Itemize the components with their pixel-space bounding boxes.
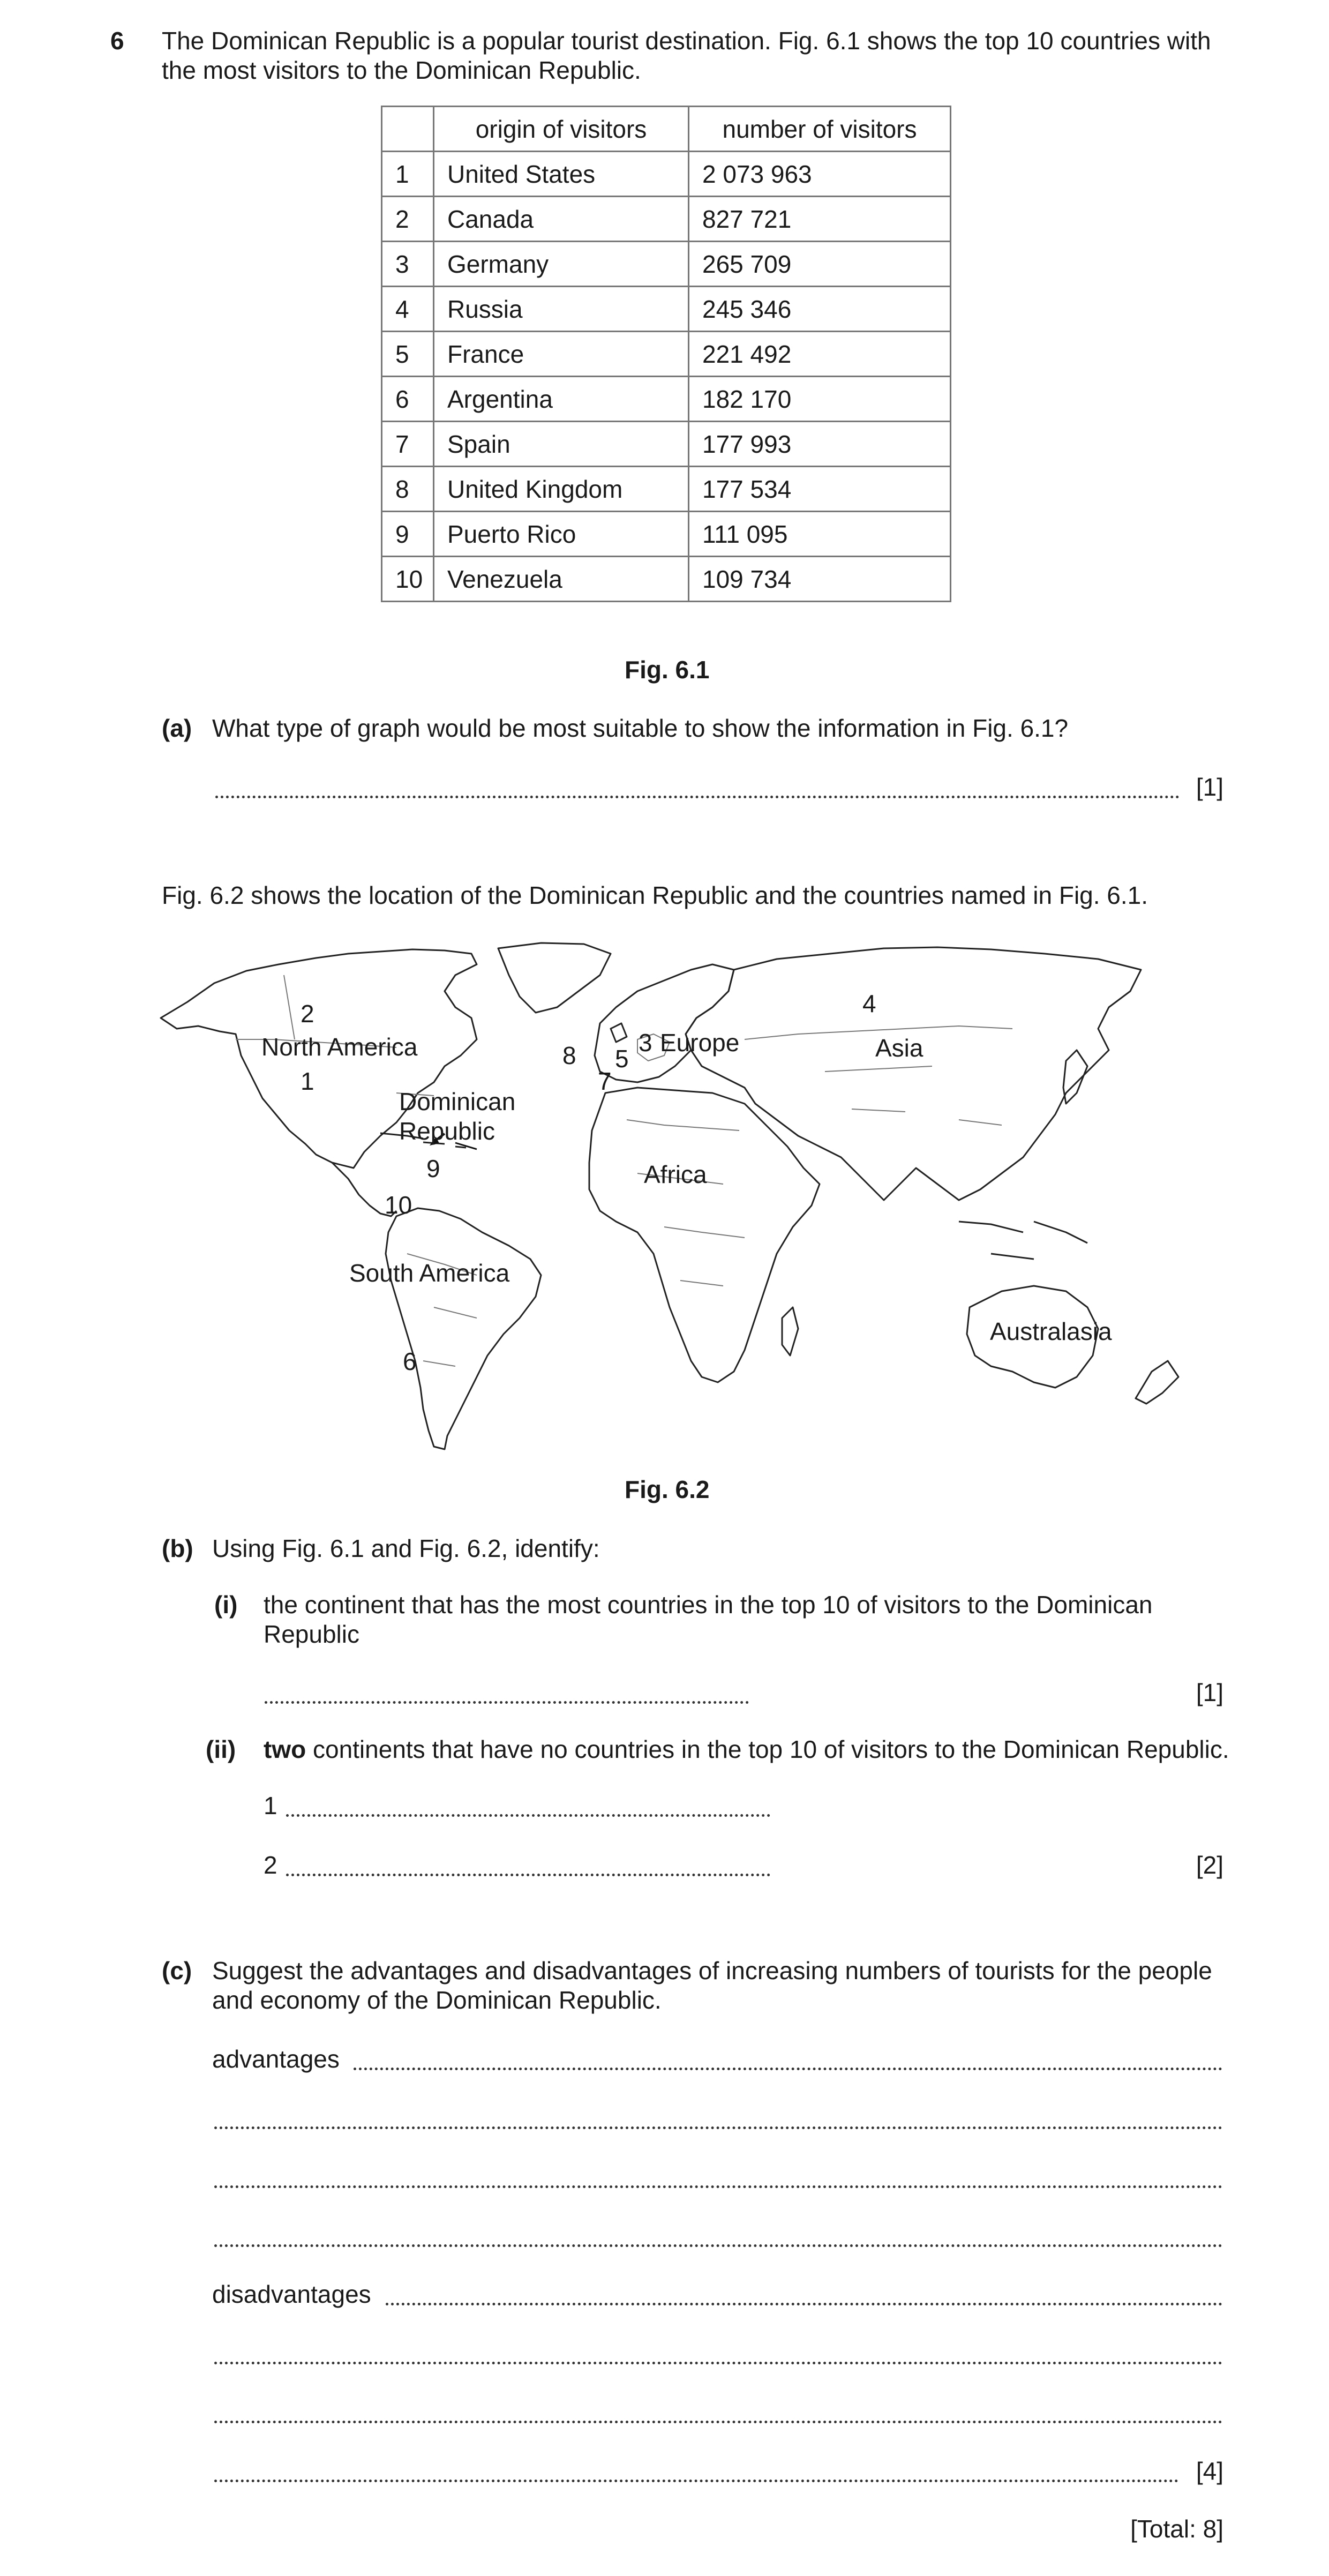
part-b-ii-answer-line2[interactable] — [286, 1874, 770, 1876]
rank-cell: 5 — [382, 332, 434, 377]
map-label-2: 2 — [301, 1000, 314, 1028]
rank-cell: 3 — [382, 242, 434, 287]
part-b-i-text-line2: Republic — [264, 1620, 359, 1648]
table-header-number: number of visitors — [689, 107, 951, 152]
part-b-stem: Using Fig. 6.1 and Fig. 6.2, identify: — [212, 1534, 600, 1562]
map-label-9: 9 — [426, 1155, 440, 1182]
map-label-south-america: South America — [349, 1259, 510, 1287]
part-b-ii-line1-number: 1 — [264, 1792, 277, 1819]
map-label-3: 3 — [639, 1029, 652, 1057]
fig-6-1-caption: Fig. 6.1 — [625, 656, 710, 684]
disadvantages-line3[interactable] — [214, 2421, 1222, 2423]
part-b-ii-answer-line1[interactable] — [286, 1814, 770, 1817]
visitors-cell: 221 492 — [689, 332, 951, 377]
part-b-i-text-line1: the continent that has the most countries in the top 10 of visitors to the Dominican — [264, 1591, 1153, 1619]
advantages-line4[interactable] — [214, 2244, 1222, 2247]
table-header-origin: origin of visitors — [434, 107, 689, 152]
se-asia-islands — [959, 1222, 1087, 1259]
visitors-cell: 177 534 — [689, 467, 951, 512]
part-a-mark: [1] — [1196, 773, 1223, 801]
country-cell: Russia — [434, 287, 689, 332]
country-cell: France — [434, 332, 689, 377]
rank-cell: 2 — [382, 197, 434, 242]
map-label-1: 1 — [301, 1067, 314, 1095]
country-cell: Canada — [434, 197, 689, 242]
rank-cell: 9 — [382, 512, 434, 557]
visitors-cell: 109 734 — [689, 557, 951, 602]
country-cell: Spain — [434, 422, 689, 467]
part-b-i-answer-line[interactable] — [265, 1701, 749, 1704]
map-label-7: 7 — [598, 1067, 612, 1095]
map-label-4: 4 — [862, 990, 876, 1017]
map-intro: Fig. 6.2 shows the location of the Dominican Republic and the countries named in Fig. 6.1. — [162, 881, 1148, 909]
visitors-cell: 245 346 — [689, 287, 951, 332]
part-b-ii-mark: [2] — [1196, 1851, 1223, 1879]
table-header-row — [382, 107, 951, 152]
country-cell: United States — [434, 152, 689, 197]
disadvantages-line2[interactable] — [214, 2362, 1222, 2364]
visitors-table — [381, 106, 951, 602]
south-america-outline — [386, 1208, 541, 1449]
table-row — [382, 512, 951, 557]
rank-cell: 4 — [382, 287, 434, 332]
disadvantages-label: disadvantages — [212, 2280, 371, 2308]
visitors-cell: 827 721 — [689, 197, 951, 242]
part-b-ii-rest: continents that have no countries in the top 10 of visitors to the Dominican Republic. — [306, 1735, 1229, 1763]
visitors-cell: 265 709 — [689, 242, 951, 287]
table-row — [382, 332, 951, 377]
part-b-i-mark: [1] — [1196, 1679, 1223, 1706]
greenland-outline — [498, 943, 611, 1013]
rank-cell: 6 — [382, 377, 434, 422]
part-c-question-line1: Suggest the advantages and disadvantages of increasing numbers of tourists for the people — [212, 1957, 1212, 1985]
visitors-cell: 182 170 — [689, 377, 951, 422]
part-b-ii-label: (ii) — [206, 1735, 236, 1763]
table-row — [382, 242, 951, 287]
disadvantages-line1[interactable] — [386, 2303, 1222, 2305]
advantages-label: advantages — [212, 2045, 340, 2073]
part-a-question: What type of graph would be most suitable to show the information in Fig. 6.1? — [212, 714, 1069, 742]
fig-6-2-caption: Fig. 6.2 — [625, 1476, 710, 1503]
visitors-cell: 177 993 — [689, 422, 951, 467]
visitors-cell: 2 073 963 — [689, 152, 951, 197]
map-label-australasia: Australasia — [990, 1317, 1112, 1345]
part-a-answer-line[interactable] — [215, 796, 1180, 798]
madagascar-outline — [782, 1307, 798, 1356]
advantages-line2[interactable] — [214, 2126, 1222, 2129]
total-mark: [Total: 8] — [1130, 2515, 1223, 2543]
map-label-5: 5 — [615, 1045, 629, 1073]
part-c-question-line2: and economy of the Dominican Republic. — [212, 1986, 662, 2014]
country-cell: Argentina — [434, 377, 689, 422]
map-label-north-america: North America — [261, 1033, 418, 1061]
question-number: 6 — [110, 27, 124, 55]
africa-outline — [589, 1088, 820, 1382]
advantages-line3[interactable] — [214, 2185, 1222, 2188]
map-label-europe: Europe — [660, 1029, 740, 1057]
asia-outline — [686, 947, 1141, 1200]
country-cell: Puerto Rico — [434, 512, 689, 557]
rank-cell: 7 — [382, 422, 434, 467]
part-a-label: (a) — [162, 714, 192, 742]
visitors-cell: 111 095 — [689, 512, 951, 557]
rank-cell: 1 — [382, 152, 434, 197]
table-row — [382, 467, 951, 512]
part-b-label: (b) — [162, 1534, 193, 1562]
table-row — [382, 422, 951, 467]
question-intro-line1: The Dominican Republic is a popular tourist destination. Fig. 6.1 shows the top 10 countries with — [162, 27, 1211, 55]
rank-cell: 8 — [382, 467, 434, 512]
map-label-dominican-2: Republic — [399, 1117, 495, 1145]
disadvantages-line4[interactable] — [214, 2480, 1178, 2482]
country-cell: Germany — [434, 242, 689, 287]
table-row — [382, 152, 951, 197]
map-label-6: 6 — [403, 1347, 417, 1375]
part-b-i-label: (i) — [214, 1591, 238, 1619]
question-intro-line2: the most visitors to the Dominican Republic. — [162, 56, 641, 84]
table-header-rank — [382, 107, 434, 152]
map-label-10: 10 — [385, 1191, 412, 1219]
part-b-ii-bold: two — [264, 1735, 306, 1763]
country-cell: Venezuela — [434, 557, 689, 602]
advantages-line1[interactable] — [354, 2068, 1222, 2070]
table-row — [382, 197, 951, 242]
part-b-ii-text — [264, 1734, 1229, 1764]
part-b-ii-line2-number: 2 — [264, 1851, 277, 1879]
map-label-asia: Asia — [875, 1034, 923, 1062]
part-c-label: (c) — [162, 1957, 192, 1985]
map-label-africa: Africa — [644, 1160, 707, 1188]
part-c-mark: [4] — [1196, 2457, 1223, 2485]
table-row — [382, 557, 951, 602]
country-cell: United Kingdom — [434, 467, 689, 512]
map-label-8: 8 — [562, 1042, 576, 1069]
japan-outline — [1063, 1050, 1087, 1104]
table-row — [382, 287, 951, 332]
map-label-dominican-1: Dominican — [399, 1088, 516, 1115]
table-row — [382, 377, 951, 422]
rank-cell: 10 — [382, 557, 434, 602]
new-zealand-outline — [1136, 1361, 1178, 1404]
